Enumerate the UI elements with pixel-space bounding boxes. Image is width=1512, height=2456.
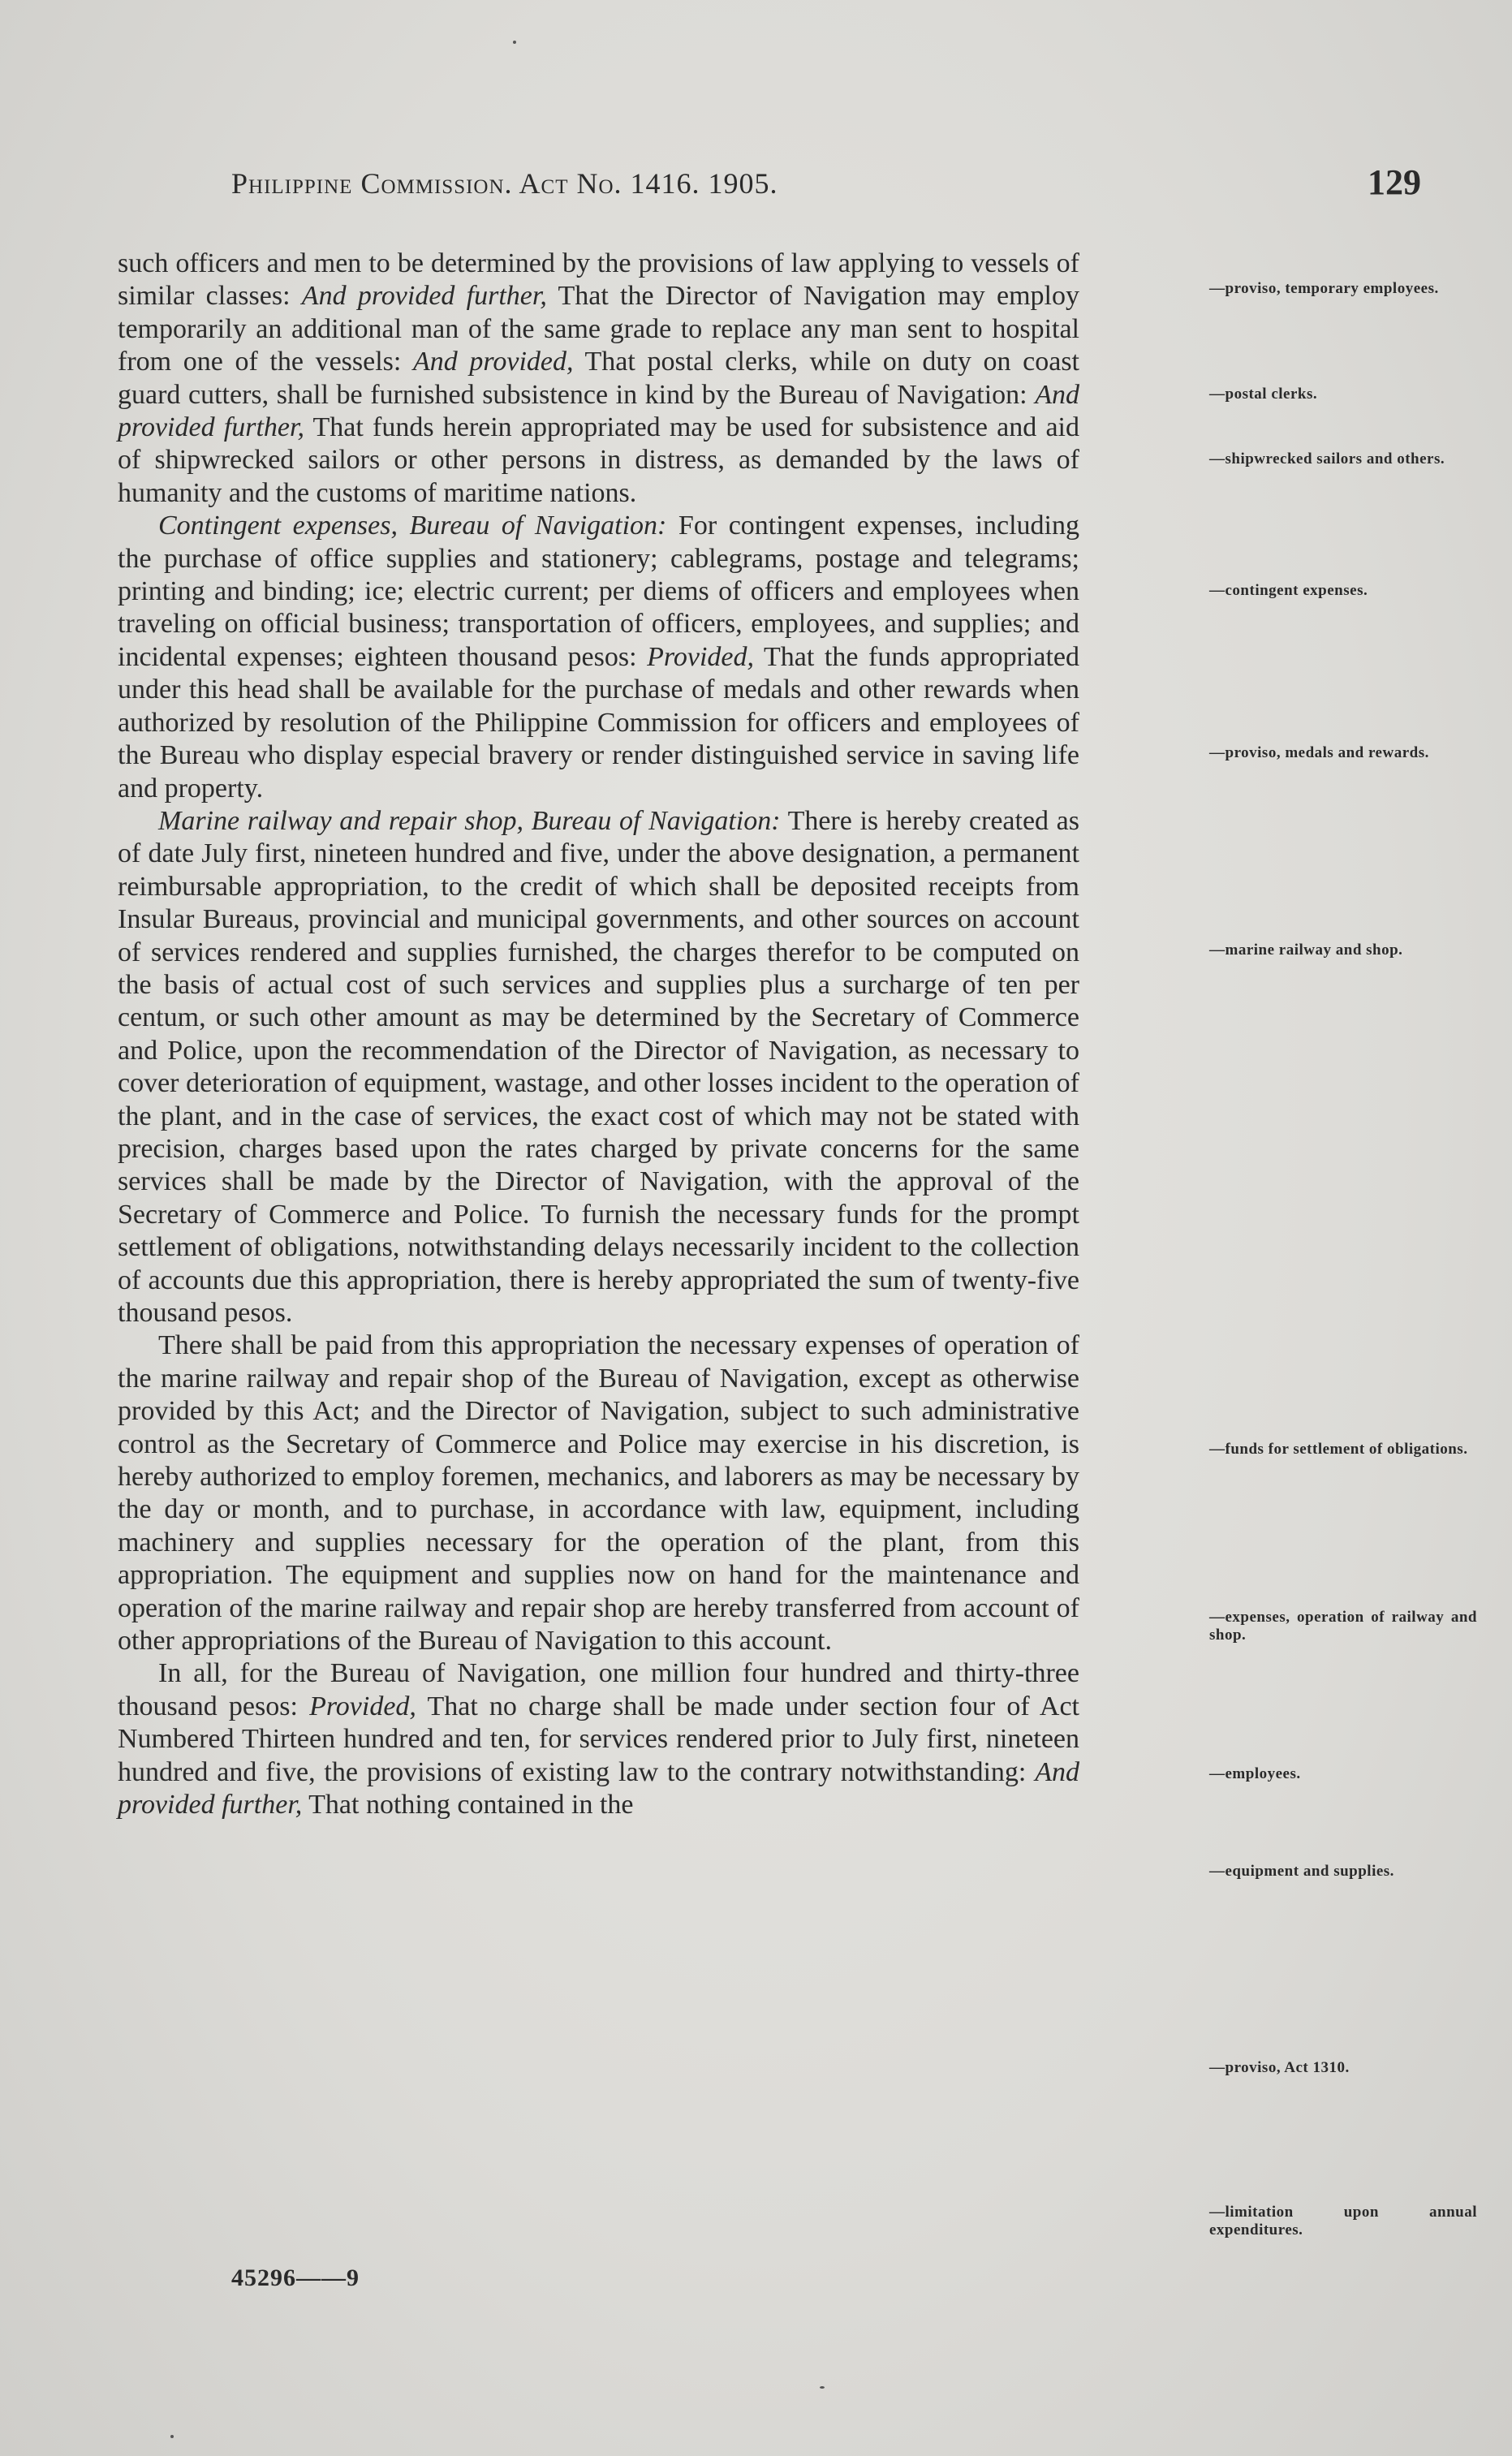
page-header [0, 162, 1512, 215]
text-run: For contingent expenses, including the purchase of office supplies and stationery; cablegrams, postage and telegrams; printing and binding; ice; electric current; per diems of officers and employees when traveling on official business; transportation of officers, employees, and supplies; and incidental expenses; eighteen thousand pesos: [118, 511, 1079, 672]
italic-run: Marine railway and repair shop, Bureau of Navigation: [158, 805, 781, 836]
text-run: That the funds appropriated under this head shall be available for the purchase of medals and other rewards when authorized by resolution of the Philippine Commission for officers and employees of the Bureau who display especial bravery or render distinguished service in saving life and property. [118, 641, 1079, 804]
text-run: There shall be paid from this appropriation the necessary expenses of operation of the marine railway and repair shop of the Bureau of Navigation, except as otherwise provided by this Act; and the Director of Navigation, subject to such administrative control as the Secretary of Commerce and Police may exercise in his discretion, is hereby authorized to employ foremen, mechanics, and laborers as may be necessary by the day or month, and to purchase, in accordance with law, equipment, including machinery and supplies necessary for the operation of the plant, from this appropriation. The equipment and supplies now on hand for the maintenance and operation of the marine railway and repair shop are hereby transferred from account of other appropriations of the Bureau of Navigation to this account. [118, 1330, 1079, 1657]
text-run: That the Director of Navigation may employ temporarily an additional man of the same grade to replace any man sent to hospital from one of the vessels: [118, 281, 1080, 377]
signature-mark: 45296——9 [231, 2264, 360, 2291]
margin-note: —postal clerks. [1209, 386, 1318, 403]
body-text [118, 248, 1477, 2238]
italic-run: And provided, [412, 347, 574, 377]
paragraph [118, 510, 1079, 805]
margin-note: —equipment and supplies. [1209, 1863, 1394, 1880]
page-number: 129 [1368, 162, 1421, 202]
margin-note: —employees. [1209, 1765, 1301, 1782]
margin-note: —proviso, temporary employees. [1209, 280, 1439, 297]
paragraph [118, 1657, 1079, 1821]
paper-speck [513, 41, 516, 44]
text-run: There is hereby created as of date July first, nineteen hundred and five, under the above designation, a permanent reimbursable appropriation, to the credit of which shall be deposited receipts from Insular Bureaus, provincial and municipal governments, and other sources on account of services rendered and supplies furnished, the charges therefor to be computed on the basis of actual cost of such services and supplies plus a surcharge of ten per centum, or such other amount as may be determined by the Secretary of Commerce and Police, upon the recommendation of the Director of Navigation, as necessary to cover deterioration of equipment, wastage, and other losses incident to the operation of the plant, and in the case of services, the exact cost of which may not be stated with precision, charges based upon the rates charged by private concerns for the same services shall be made by the Director of Navigation, with the approval of the Secretary of Commerce and Police. To furnish the necessary funds for the prompt settlement of obligations, notwithstanding delays necessarily incident to the collection of accounts due this appropriation, there is hereby appropriated the sum of twenty-five thousand pesos. [118, 805, 1079, 1328]
text-run: That postal clerks, while on duty on coast guard cutters, shall be furnished subsistence in kind by the Bureau of Navigation: [118, 347, 1080, 410]
margin-note: —shipwrecked sailors and others. [1209, 450, 1445, 468]
margin-note: —proviso, medals and rewards. [1209, 744, 1429, 761]
margin-note: —expenses, operation of railway and shop. [1209, 1609, 1477, 1644]
italic-run: And provided further, [118, 379, 1079, 443]
italic-run: Contingent expenses, Bureau of Navigation: [158, 511, 667, 541]
text-run: In all, for the Bureau of Navigation, one million four hundred and thirty-three thousand pesos: [118, 1658, 1079, 1721]
text-run: That nothing contained in the [302, 1790, 634, 1820]
italic-run: And provided further, [301, 281, 547, 312]
margin-note: —limitation upon annual expenditures. [1209, 2204, 1477, 2238]
paper-speck [170, 2435, 174, 2438]
text-run: That no charge shall be made under section four of Act Numbered Thirteen hundred and ten, for services rendered prior to July first, nineteen hundred and five, the provisions of existing law to the contrary notwithstanding: [118, 1691, 1079, 1787]
margin-note: —contingent expenses. [1209, 582, 1368, 599]
italic-run: And provided further, [118, 1756, 1079, 1820]
running-head: Philippine Commission. Act No. 1416. 1905. [231, 167, 778, 200]
paper-speck [820, 2386, 825, 2389]
paragraph [118, 248, 1079, 510]
text-run: such officers and men to be determined by the provisions of law applying to vessels of similar classes: [118, 248, 1079, 312]
text-run: That funds herein appropriated may be used for subsistence and aid of shipwrecked sailors or other persons in distress, as demanded by the laws of humanity and the customs of maritime nations. [118, 412, 1079, 508]
italic-run: Provided, [309, 1691, 416, 1721]
italic-run: Provided, [647, 641, 755, 672]
margin-note: —proviso, Act 1310. [1209, 2059, 1350, 2076]
margin-note: —marine railway and shop. [1209, 941, 1403, 959]
paragraph [118, 1329, 1079, 1657]
paragraph [118, 805, 1079, 1330]
margin-note: —funds for settlement of obligations. [1209, 1441, 1468, 1458]
